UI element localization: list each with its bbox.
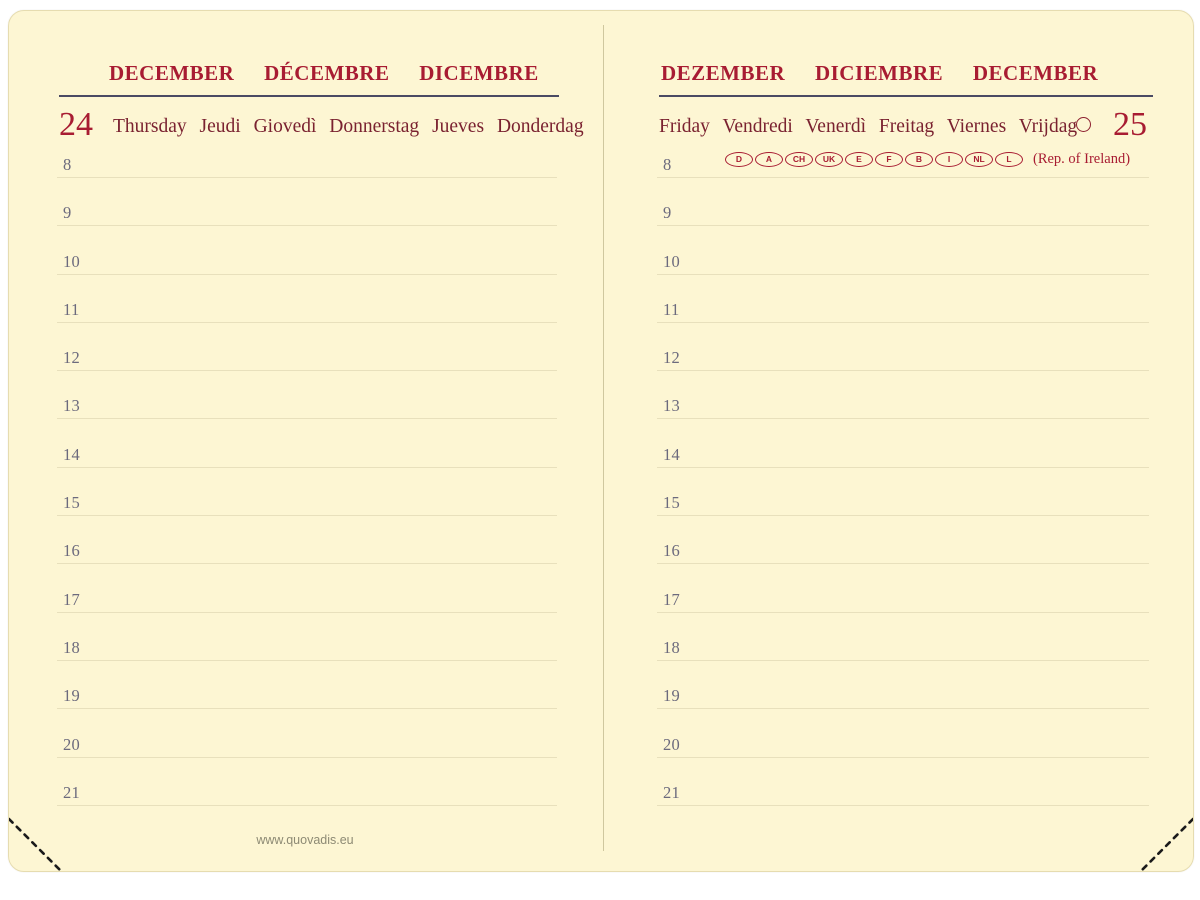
- right-month-header: [657, 61, 1153, 86]
- hour-label: 8: [63, 155, 72, 174]
- hour-rule: [657, 515, 1149, 516]
- month-name: DECEMBER: [109, 61, 235, 85]
- new-moon-icon: [1076, 117, 1091, 132]
- hour-row[interactable]: [657, 638, 1153, 686]
- right-weekday-names: [659, 103, 1077, 151]
- hour-row[interactable]: [657, 686, 1153, 734]
- hour-row[interactable]: [657, 493, 1153, 541]
- hour-rule: [657, 177, 1149, 178]
- hour-rule: [657, 370, 1149, 371]
- header-divider: [659, 95, 1153, 97]
- weekday-name: Freitag: [878, 116, 935, 137]
- hour-label: 9: [663, 203, 672, 223]
- hour-label: 10: [663, 251, 681, 271]
- hour-row[interactable]: [657, 348, 1153, 396]
- country-badge: A: [755, 152, 783, 167]
- hour-row[interactable]: [657, 151, 1153, 203]
- hour-row[interactable]: [657, 590, 1153, 638]
- hour-label: 8: [663, 155, 672, 174]
- hour-label: 12: [63, 348, 81, 368]
- hour-rule: [57, 708, 557, 709]
- hour-rule: [657, 225, 1149, 226]
- country-badge: L: [995, 152, 1023, 167]
- diary-spread: [8, 10, 1194, 872]
- hour-row[interactable]: [657, 783, 1153, 831]
- country-badge: UK: [815, 152, 843, 167]
- hour-row[interactable]: [57, 541, 563, 589]
- hour-label: 15: [63, 493, 81, 513]
- hour-label: 10: [63, 251, 81, 271]
- month-name: DECEMBER: [972, 61, 1099, 85]
- hour-rule: [657, 274, 1149, 275]
- right-page: [611, 11, 1193, 871]
- left-month-header: [57, 61, 563, 86]
- hour-label: 19: [63, 686, 81, 706]
- hour-row[interactable]: [57, 590, 563, 638]
- hour-rule: [57, 322, 557, 323]
- hour-row[interactable]: [57, 445, 563, 493]
- hour-row[interactable]: [657, 252, 1153, 300]
- hour-rule: [57, 225, 557, 226]
- left-weekday-names: [113, 103, 584, 151]
- weekday-name: Donnerstag: [329, 116, 420, 137]
- hour-rule: [657, 708, 1149, 709]
- hour-label: 12: [663, 348, 681, 368]
- hour-rule: [657, 660, 1149, 661]
- right-day-number: 25: [1113, 106, 1147, 143]
- weekday-name: Friday: [659, 116, 710, 137]
- hour-rule: [657, 563, 1149, 564]
- hour-row[interactable]: [57, 638, 563, 686]
- country-badge: E: [845, 152, 873, 167]
- month-name: DICIEMBRE: [814, 61, 944, 85]
- weekday-name: Viernes: [946, 116, 1007, 137]
- hour-label: 15: [663, 493, 681, 513]
- country-badge: F: [875, 152, 903, 167]
- hour-label: 14: [63, 444, 81, 464]
- hour-row[interactable]: [57, 155, 563, 203]
- weekday-name: Jueves: [432, 116, 485, 137]
- hour-row[interactable]: [657, 445, 1153, 493]
- hour-rule: [57, 757, 557, 758]
- hour-row[interactable]: [57, 203, 563, 251]
- hour-rule: [657, 757, 1149, 758]
- hour-rule: [57, 563, 557, 564]
- hour-rule: [57, 515, 557, 516]
- hour-row[interactable]: [57, 686, 563, 734]
- holiday-country-badges: [725, 151, 1130, 168]
- weekday-name: Venerdì: [805, 116, 867, 137]
- country-badge: NL: [965, 152, 993, 167]
- hour-label: 16: [63, 541, 81, 561]
- hour-row[interactable]: [57, 396, 563, 444]
- hour-label: 9: [63, 203, 72, 223]
- hour-row[interactable]: [57, 493, 563, 541]
- month-name: DÉCEMBRE: [264, 61, 390, 85]
- hour-rule: [657, 805, 1149, 806]
- holiday-note: (Rep. of Ireland): [1033, 151, 1131, 167]
- hour-rule: [57, 805, 557, 806]
- hour-row[interactable]: [657, 203, 1153, 251]
- right-hour-grid: [657, 151, 1153, 831]
- hour-label: 17: [63, 589, 81, 609]
- hour-rule: [657, 322, 1149, 323]
- hour-row[interactable]: [57, 300, 563, 348]
- hour-row[interactable]: [57, 252, 563, 300]
- hour-rule: [57, 418, 557, 419]
- hour-label: 21: [663, 782, 681, 802]
- brand-url[interactable]: www.quovadis.eu: [256, 833, 354, 847]
- hour-row[interactable]: [657, 541, 1153, 589]
- hour-label: 18: [63, 637, 81, 657]
- hour-label: 18: [663, 637, 681, 657]
- hour-label: 14: [663, 444, 681, 464]
- hour-rule: [57, 274, 557, 275]
- hour-rule: [657, 467, 1149, 468]
- hour-rule: [57, 370, 557, 371]
- hour-row[interactable]: [57, 783, 563, 831]
- hour-row[interactable]: [657, 735, 1153, 783]
- weekday-name: Donderdag: [496, 116, 584, 137]
- right-day-line: [657, 103, 1153, 147]
- left-page: [9, 11, 611, 871]
- hour-row[interactable]: [657, 300, 1153, 348]
- hour-row[interactable]: [57, 348, 563, 396]
- hour-label: 16: [663, 541, 681, 561]
- hour-rule: [657, 612, 1149, 613]
- hour-label: 21: [63, 782, 81, 802]
- weekday-name: Vrijdag: [1018, 116, 1078, 137]
- hour-label: 11: [663, 299, 680, 319]
- hour-label: 20: [663, 734, 681, 754]
- weekday-name: Thursday: [113, 116, 187, 137]
- country-badge: D: [725, 152, 753, 167]
- hour-row[interactable]: [57, 735, 563, 783]
- month-name: DEZEMBER: [661, 61, 786, 85]
- hour-label: 11: [63, 299, 80, 319]
- hour-label: 13: [63, 396, 81, 416]
- country-badge: CH: [785, 152, 813, 167]
- left-day-number: 24: [59, 106, 93, 143]
- weekday-name: Giovedì: [253, 116, 317, 137]
- left-day-line: [57, 103, 584, 147]
- country-badge: I: [935, 152, 963, 167]
- header-divider: [59, 95, 559, 97]
- hour-rule: [57, 612, 557, 613]
- hour-label: 17: [663, 589, 681, 609]
- hour-rule: [57, 660, 557, 661]
- hour-label: 20: [63, 734, 81, 754]
- hour-row[interactable]: [657, 396, 1153, 444]
- hour-rule: [57, 467, 557, 468]
- left-hour-grid: [57, 155, 563, 831]
- hour-rule: [657, 418, 1149, 419]
- hour-label: 19: [663, 686, 681, 706]
- hour-rule: [57, 177, 557, 178]
- weekday-name: Jeudi: [199, 116, 241, 137]
- month-name: DICEMBRE: [419, 61, 539, 85]
- country-badge: B: [905, 152, 933, 167]
- weekday-name: Vendredi: [722, 116, 793, 137]
- hour-label: 13: [663, 396, 681, 416]
